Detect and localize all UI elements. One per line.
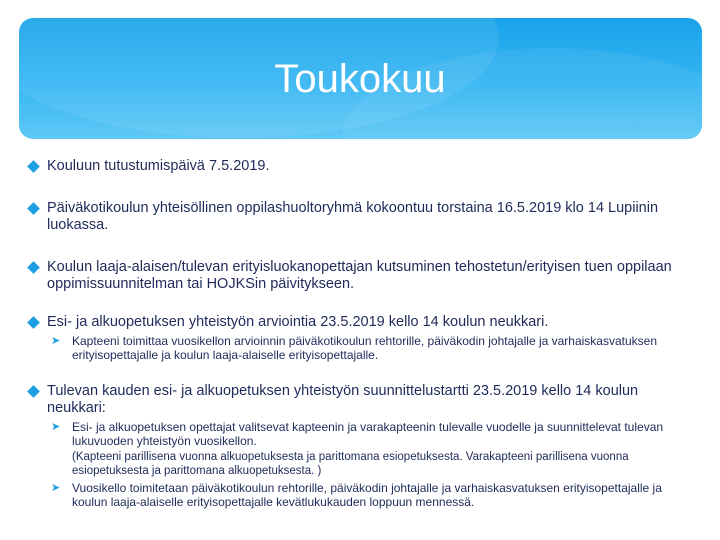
bullet-item	[28, 200, 698, 234]
diamond-bullet-icon	[27, 261, 40, 274]
sub-bullet-text: Vuosikello toimitetaan päiväkotikoulun rehtorille, päiväkodin johtajalle ja varhaiskasvatuksen erityisopettajalle ja koulun laaja-alaiselle erityisopettajalle kevätlukukauden loppuun mennessä.	[72, 481, 662, 509]
sub-bullet-text: Esi- ja alkuopetuksen opettajat valitsevat kapteenin ja varakapteenin tulevalle vuodelle ja suunnittelevat tulevan lukuvuoden yhteistyön vuosikellon.	[72, 420, 664, 448]
arrow-bullet-icon: ➤	[51, 335, 61, 347]
sub-bullet-item	[28, 420, 698, 448]
arrow-bullet-icon: ➤	[51, 482, 61, 494]
sub-bullet-item	[28, 334, 698, 362]
bullet-item	[28, 383, 698, 417]
sub-note: (Kapteeni parillisena vuonna alkuopetuksesta ja parittomana esiopetuksesta. Varakapteeni parillisena vuonna esiopetuksesta ja parittomana alkuopetuksesta. )	[72, 451, 629, 477]
diamond-bullet-icon	[27, 316, 40, 329]
slide-content	[28, 158, 698, 509]
diamond-bullet-icon	[27, 385, 40, 398]
bullet-text: Kouluun tutustumispäivä 7.5.2019.	[47, 158, 270, 174]
arrow-bullet-icon: ➤	[51, 421, 61, 433]
bullet-item	[28, 314, 698, 331]
slide-title: Toukokuu	[274, 57, 446, 101]
bullet-item	[28, 259, 698, 293]
sub-bullet-text: Kapteeni toimittaa vuosikellon arvioinnin päiväkotikoulun rehtorille, päiväkodin johtajalle ja varhaiskasvatuksen erityisopettajalle ja koulun laaja-alaiselle erityisopettajalle.	[72, 334, 658, 362]
bullet-text: Koulun laaja-alaisen/tulevan erityisluokanopettajan kutsuminen tehostetun/erityisen tuen oppilaan oppimissuunnitelman tai HOJKSin päivitykseen.	[47, 259, 672, 292]
bullet-text: Tulevan kauden esi- ja alkuopetuksen yhteistyön suunnittelustartti 23.5.2019 kello 14 koulun neukkari:	[47, 383, 639, 416]
bullet-text: Päiväkotikoulun yhteisöllinen oppilashuoltoryhmä kokoontuu torstaina 16.5.2019 klo 14 Lupiinin luokassa.	[47, 200, 659, 233]
diamond-bullet-icon	[27, 160, 40, 173]
diamond-bullet-icon	[27, 202, 40, 215]
sub-bullet-item	[28, 481, 698, 509]
bullet-text: Esi- ja alkuopetuksen yhteistyön arviointia 23.5.2019 kello 14 koulun neukkari.	[47, 314, 549, 330]
bullet-item	[28, 158, 698, 175]
